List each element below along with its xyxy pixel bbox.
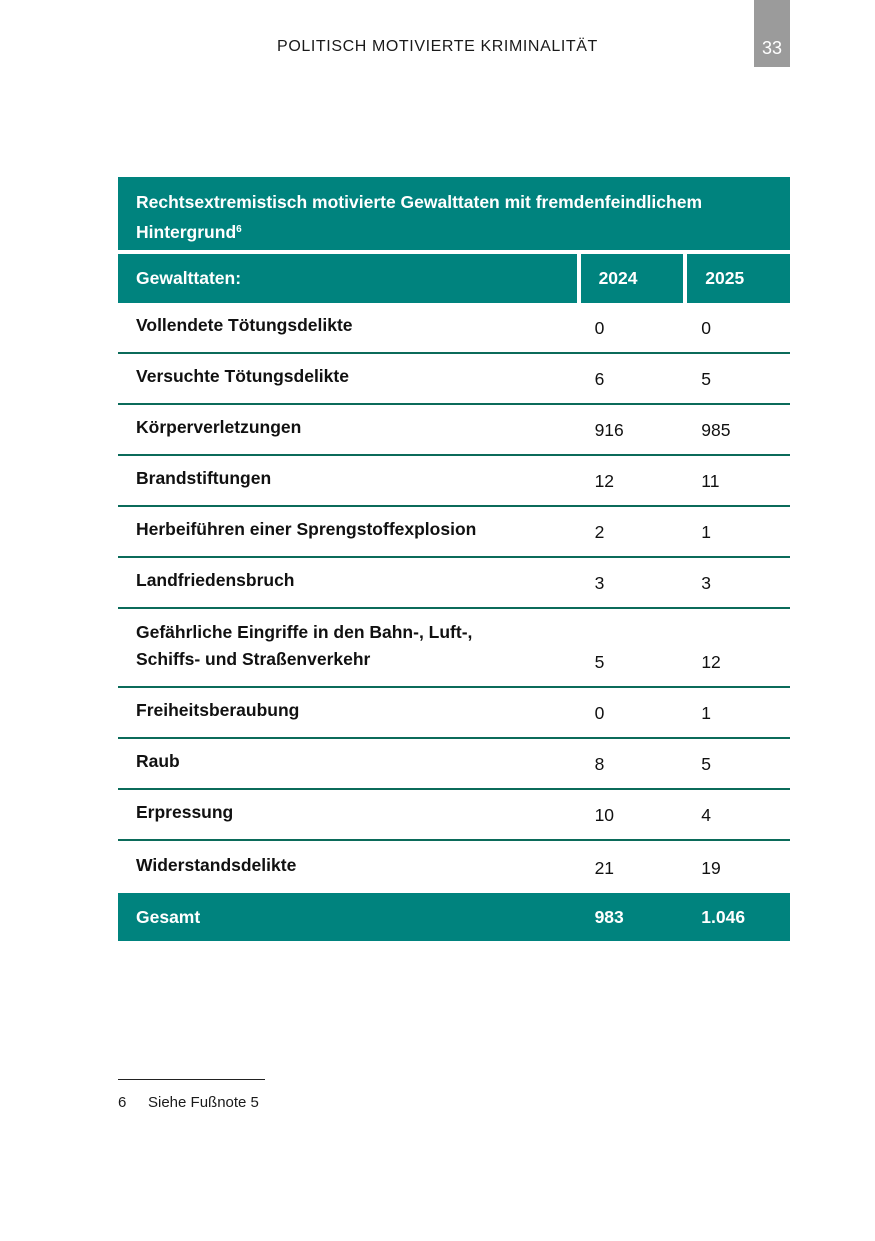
value-2025: 5 (701, 369, 712, 389)
row-label: Raub (136, 751, 180, 771)
table-row (118, 841, 790, 892)
value-2025: 11 (701, 471, 720, 491)
value-2025: 1 (701, 522, 712, 542)
row-label: Herbeiführen einer Sprengstoffexplosion (136, 519, 477, 539)
page-number: 33 (754, 0, 790, 67)
value-2024: 2 (594, 522, 605, 542)
column-header-offense: Gewalttaten: (118, 254, 577, 303)
table-row (118, 739, 790, 790)
column-header-2024: 2024 (581, 254, 684, 303)
column-header-2025: 2025 (687, 254, 790, 303)
row-label: Erpressung (136, 802, 234, 822)
value-2024: 916 (594, 420, 624, 440)
table-title-text: Rechtsextremistisch motivierte Gewalttaten mit fremdenfeindlichem Hintergrund (136, 192, 702, 242)
table-row (118, 688, 790, 739)
value-2025: 1 (701, 703, 712, 723)
violence-statistics-table (118, 177, 790, 941)
row-label: Brandstiftungen (136, 468, 272, 488)
footnote-ref: 6 (236, 224, 242, 235)
footnote-text: Siehe Fußnote 5 (148, 1094, 259, 1111)
table-row (118, 303, 790, 354)
value-2025: 5 (701, 754, 712, 774)
total-2024: 983 (594, 906, 624, 927)
total-2025: 1.046 (701, 906, 746, 927)
footnote-divider (118, 1079, 265, 1080)
value-2025: 12 (701, 652, 721, 672)
table-row (118, 405, 790, 456)
value-2024: 8 (594, 754, 605, 774)
value-2025: 19 (701, 858, 721, 878)
footnote-number: 6 (118, 1094, 127, 1111)
row-label: Widerstandsdelikte (136, 855, 297, 875)
value-2024: 0 (594, 703, 605, 723)
row-label: Versuchte Tötungsdelikte (136, 366, 349, 386)
table-header-row (118, 254, 790, 303)
table-row (118, 456, 790, 507)
table-row (118, 354, 790, 405)
value-2024: 3 (594, 573, 605, 593)
table-title (118, 177, 790, 250)
value-2024: 0 (594, 318, 605, 338)
row-label: Vollendete Tötungsdelikte (136, 315, 353, 335)
row-label: Gefährliche Eingriffe in den Bahn-, Luft-, Schiffs- und Straßenverkehr (136, 622, 473, 669)
table-row (118, 507, 790, 558)
table-row (118, 790, 790, 841)
value-2024: 5 (594, 652, 605, 672)
value-2024: 21 (594, 858, 615, 878)
value-2024: 6 (594, 369, 605, 389)
value-2025: 3 (701, 573, 712, 593)
running-header: POLITISCH MOTIVIERTE KRIMINALITÄT (277, 38, 598, 55)
total-row (118, 893, 790, 941)
row-label: Körperverletzungen (136, 417, 302, 437)
value-2025: 4 (701, 805, 712, 825)
footnote (118, 1094, 259, 1111)
row-label: Landfriedensbruch (136, 570, 295, 590)
total-label: Gesamt (136, 906, 201, 927)
table-row (118, 558, 790, 609)
value-2024: 10 (594, 805, 615, 825)
value-2024: 12 (594, 471, 615, 491)
table-row (118, 609, 790, 688)
row-label: Freiheitsberaubung (136, 700, 300, 720)
value-2025: 0 (701, 318, 712, 338)
value-2025: 985 (701, 420, 731, 440)
